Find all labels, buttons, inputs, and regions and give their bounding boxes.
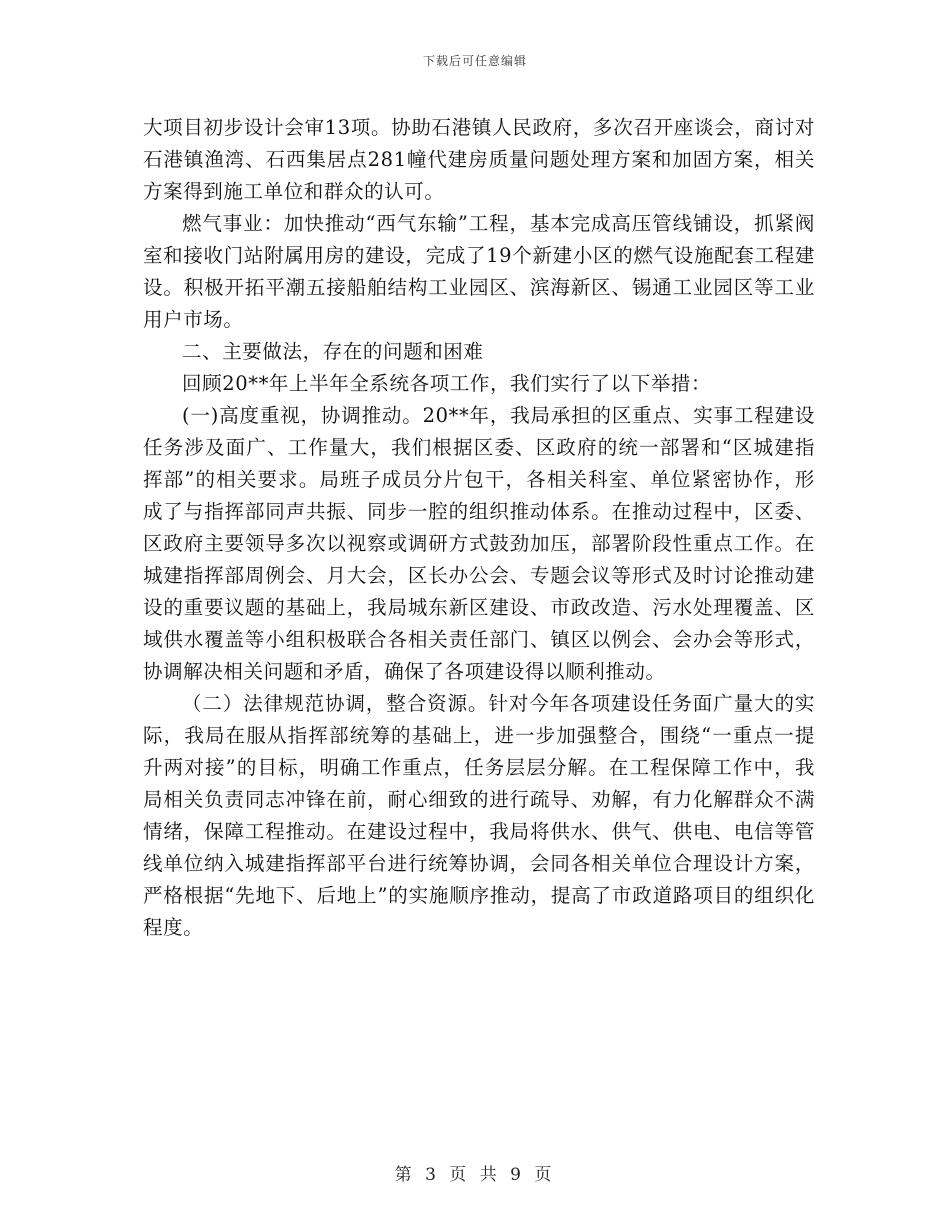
paragraph-review: 回顾20**年上半年全系统各项工作，我们实行了以下举措： bbox=[182, 372, 712, 395]
paragraph-gas-industry: 燃气事业：加快推动“西气东输”工程，基本完成高压管线铺设，抓紧阀室和接收门站附属用房的建设，完成了19个新建小区的燃气设施配套工程建设。积极开拓平潮五接船舶结构工业园区、滨海新区、锡通工业园区等工业用户市场。 bbox=[143, 212, 815, 331]
page-header: 下载后可任意编辑 bbox=[422, 54, 527, 68]
page-number-footer: 第 3 页 共 9 页 bbox=[394, 1165, 556, 1185]
section-heading: 二、主要做法，存在的问题和困难 bbox=[182, 340, 484, 363]
document-body bbox=[143, 112, 815, 944]
paragraph-measure-two: （二）法律规范协调，整合资源。针对今年各项建设任务面广量大的实际，我局在服从指挥部统筹的基础上，进一步加强整合，围绕“一重点一提升两对接”的目标，明确工作重点，任务层层分解。在工程保障工作中，我局相关负责同志冲锋在前，耐心细致的进行疏导、劝解，有力化解群众不满情绪，保障工程推动。在建设过程中，我局将供水、供气、供电、电信等管线单位纳入城建指挥部平台进行统筹协调，会同各相关单位合理设计方案，严格根据“先地下、后地上”的实施顺序推动，提高了市政道路项目的组织化程度。 bbox=[143, 692, 815, 939]
paragraph-continuation: 大项目初步设计会审13项。协助石港镇人民政府，多次召开座谈会，商讨对石港镇渔湾、石西集居点281幢代建房质量问题处理方案和加固方案，相关方案得到施工单位和群众的认可。 bbox=[143, 116, 815, 203]
paragraph-measure-one: (一)高度重视，协调推动。20**年，我局承担的区重点、实事工程建设任务涉及面广、工作量大，我们根据区委、区政府的统一部署和“区城建指挥部”的相关要求。局班子成员分片包干，各相关科室、单位紧密协作，形成了与指挥部同声共振、同步一腔的组织推动体系。在推动过程中，区委、区政府主要领导多次以视察或调研方式鼓劲加压，部署阶段性重点工作。在城建指挥部周例会、月大会，区长办公会、专题会议等形式及时讨论推动建设的重要议题的基础上，我局城东新区建设、市政改造、污水处理覆盖、区域供水覆盖等小组积极联合各相关责任部门、镇区以例会、会办会等形式，协调解决相关问题和矛盾，确保了各项建设得以顺利推动。 bbox=[143, 404, 815, 683]
